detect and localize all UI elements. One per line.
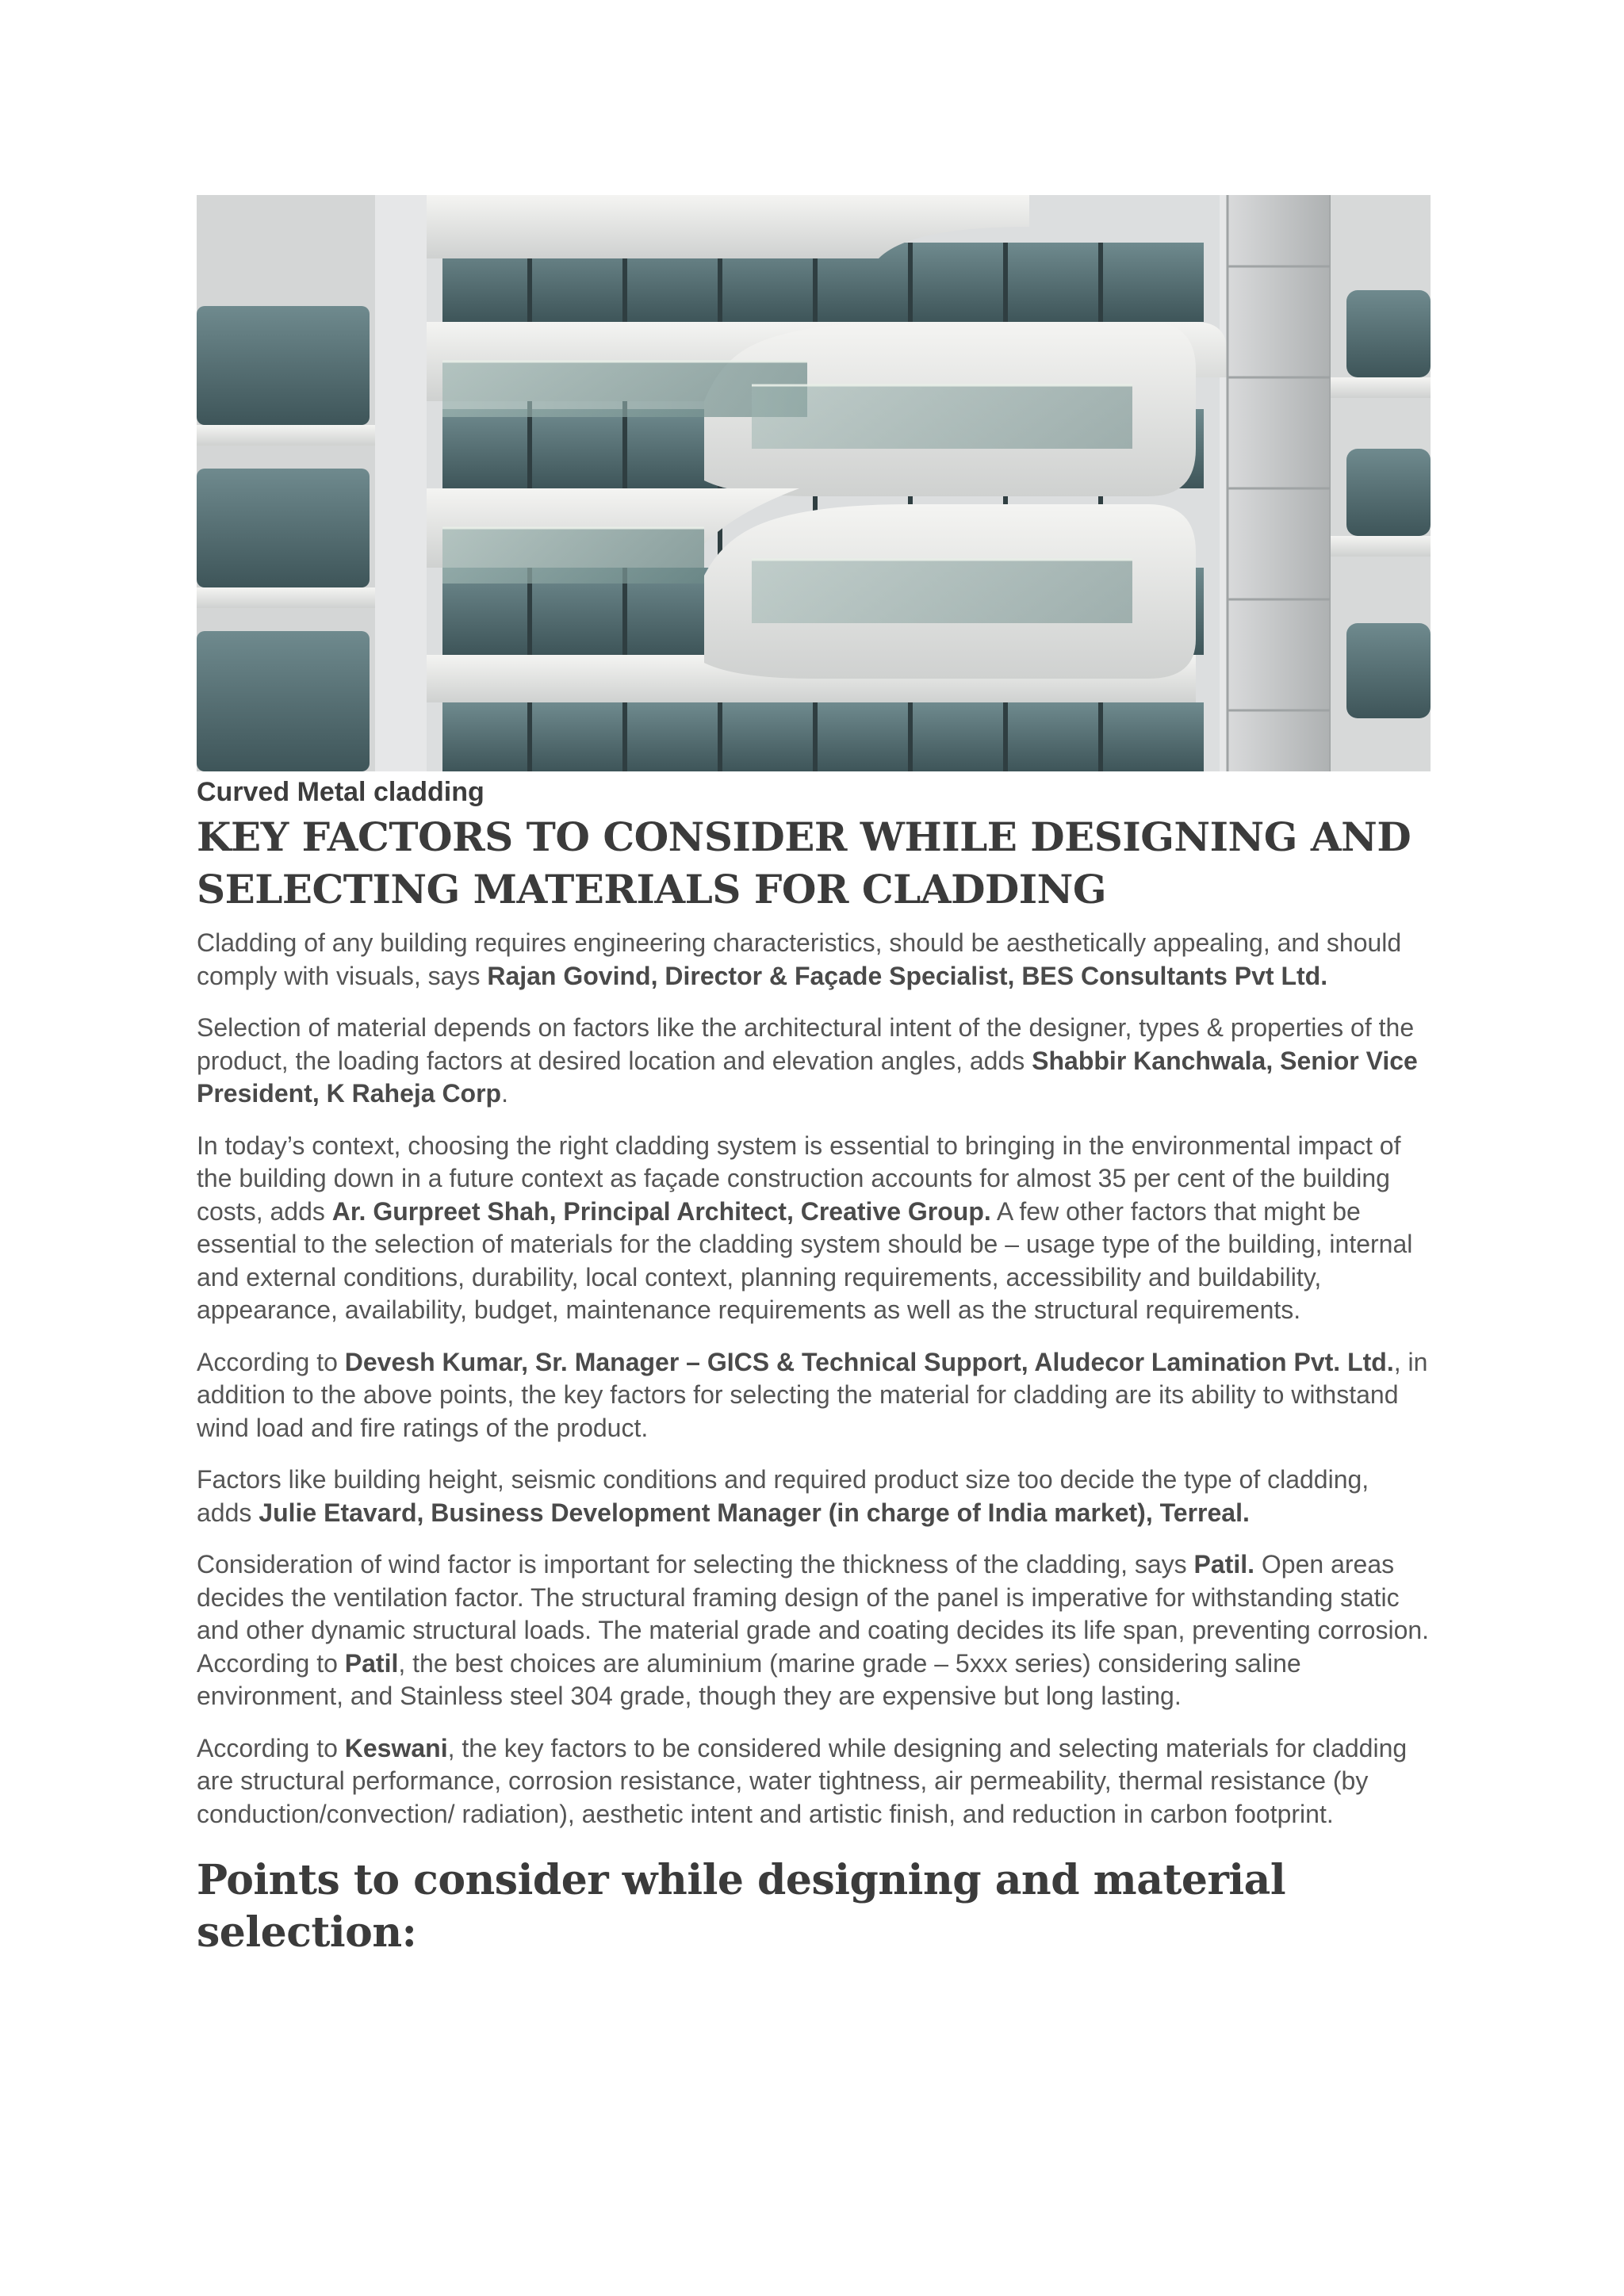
building-facade-photo	[197, 195, 1431, 771]
section-subheading: Points to consider while designing and material selection:	[197, 1856, 1286, 1957]
figure-caption: Curved Metal cladding	[197, 777, 485, 807]
document-page	[197, 195, 1431, 1959]
article-title: KEY FACTORS TO CONSIDER WHILE DESIGNING AND SELECTING MATERIALS FOR CLADDING	[197, 813, 1411, 913]
quote-source: Devesh Kumar, Sr. Manager – GICS & Technical Support, Aludecor Lamination Pvt. Ltd.	[344, 1347, 1394, 1376]
paragraph-5: Factors like building height, seismic conditions and required product size too decide the type of cladding, adds Julie Etavard, Business Development Manager (in charge of India market), Terreal.	[197, 1465, 1369, 1527]
paragraph-3: In today’s context, choosing the right cladding system is essential to bringing in the environmental impact of the building down in a future context as façade construction accounts for almost 35 per cent of the building costs, adds Ar. Gurpreet Shah, Principal Architect, Creative Group. A few other factors that might be essential to the selection of materials for the cladding system should be – usage type of the building, internal and external conditions, durability, local context, planning requirements, accessibility and buildability, appearance, availability, budget, maintenance requirements as well as the structural requirements.	[197, 1131, 1413, 1324]
paragraph-2: Selection of material depends on factors like the architectural intent of the designer, types & properties of the product, the loading factors at desired location and elevation angles, adds Shabbir Kanchwala, Senior Vice President, K Raheja Corp.	[197, 1013, 1418, 1108]
quote-source: Shabbir Kanchwala, Senior Vice President, K Raheja Corp	[197, 1046, 1418, 1108]
paragraph-4: According to Devesh Kumar, Sr. Manager – GICS & Technical Support, Aludecor Lamination Pvt. Ltd., in addition to the above points, the key factors for selecting the material for cladding are its ability to withstand wind load and fire ratings of the product.	[197, 1347, 1428, 1442]
quote-source: Julie Etavard, Business Development Manager (in charge of India market), Terreal.	[259, 1498, 1250, 1527]
quote-source: Rajan Govind, Director & Façade Specialist, BES Consultants Pvt Ltd.	[487, 961, 1328, 990]
paragraph-7: According to Keswani, the key factors to be considered while designing and selecting materials for cladding are structural performance, corrosion resistance, water tightness, air permeability, thermal resistance (by conduction/convection/ radiation), aesthetic intent and artistic finish, and reduction in carbon footprint.	[197, 1733, 1408, 1828]
quote-source: Keswani	[344, 1733, 448, 1762]
paragraph-6: Consideration of wind factor is important for selecting the thickness of the cladding, says Patil. Open areas decides the ventilation factor. The structural framing design of the panel is imperative for withstanding static and other dynamic structural loads. The material grade and coating decides its life span, preventing corrosion. According to Patil, the best choices are aluminium (marine grade – 5xxx series) considering saline environment, and Stainless steel 304 grade, though they are expensive but long lasting.	[197, 1550, 1430, 1710]
paragraph-1: Cladding of any building requires engineering characteristics, should be aesthetically appealing, and should comply with visuals, says Rajan Govind, Director & Façade Specialist, BES Consultants Pvt Ltd.	[197, 928, 1402, 990]
quote-source: Patil.	[1193, 1550, 1254, 1578]
quote-source: Ar. Gurpreet Shah, Principal Architect, Creative Group.	[331, 1196, 991, 1226]
quote-source: Patil	[344, 1648, 399, 1678]
